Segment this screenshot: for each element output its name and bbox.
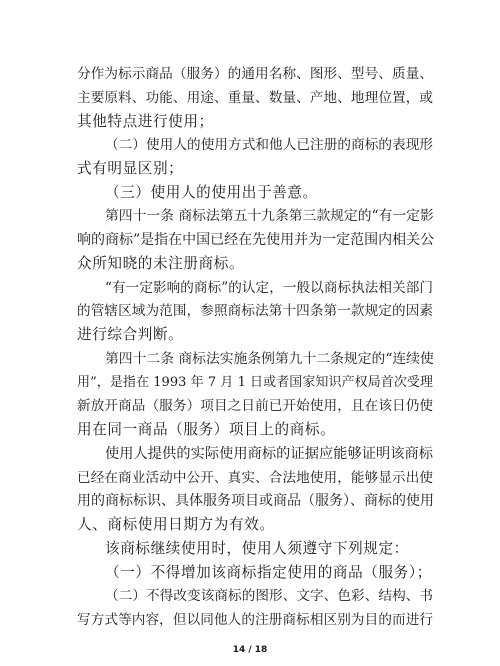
text-line: 使用人提供的实际使用商标的证据应能够证明该商标: [105, 445, 433, 462]
text-line: 用的商标标识、具体服务项目或商品（服务）、商标的使用: [77, 493, 434, 510]
text-line: 的管辖区域为范围，参照商标法第十四条第一款规定的因素: [77, 303, 433, 320]
text-line: （二）使用人的使用方式和他人已注册的商标的表现形: [105, 137, 433, 154]
text-line: 式有明显区别；: [77, 160, 184, 177]
text-line: 进行综合判断。: [77, 326, 184, 344]
text-line: （二）不得改变该商标的图形、文字、色彩、结构、书: [105, 588, 433, 605]
page-number: 14 / 18: [232, 645, 268, 655]
text-line: 新放开商品（服务）项目之日前已开始使用，且在该日仍使: [77, 398, 433, 415]
text-line: 众所知晓的未注册商标。: [77, 254, 245, 272]
text-line: 其他特点进行使用；: [77, 112, 214, 130]
text-line: 用”，是指在 1993 年 7 月 1 日或者国家知识产权局首次受理: [77, 374, 433, 390]
article-heading-line: 第四十二条 商标法实施条例第九十二条规定的“连续使: [105, 350, 434, 367]
text-line: 人、商标使用日期方为有效。: [77, 516, 275, 533]
article-heading-line: 第四十一条 商标法第五十九条第三款规定的“有一定影: [105, 208, 434, 225]
text-line: 响的商标”是指在中国已经在先使用并为一定范围内相关公: [77, 232, 435, 249]
text-line: （三）使用人的使用出于善意。: [105, 183, 318, 201]
text-line: （一）不得增加该商标指定使用的商品（服务）；: [105, 563, 432, 581]
text-line: “有一定影响的商标”的认定，一般以商标执法相关部门: [105, 279, 433, 296]
text-line: 已经在商业活动中公开、真实、合法地使用，能够显示出使: [77, 469, 433, 486]
text-line: 主要原料、功能、用途、重量、数量、产地、地理位置，或: [77, 89, 433, 106]
text-line: 用在同一商品（服务）项目上的商标。: [77, 421, 336, 439]
text-line: 写方式等内容，但以同他人的注册商标相区别为目的而进行: [77, 612, 433, 628]
text-line: 分作为标示商品（服务）的通用名称、图形、型号、质量、: [77, 66, 433, 82]
text-line: 该商标继续使用时，使用人须遵守下列规定：: [105, 539, 409, 557]
